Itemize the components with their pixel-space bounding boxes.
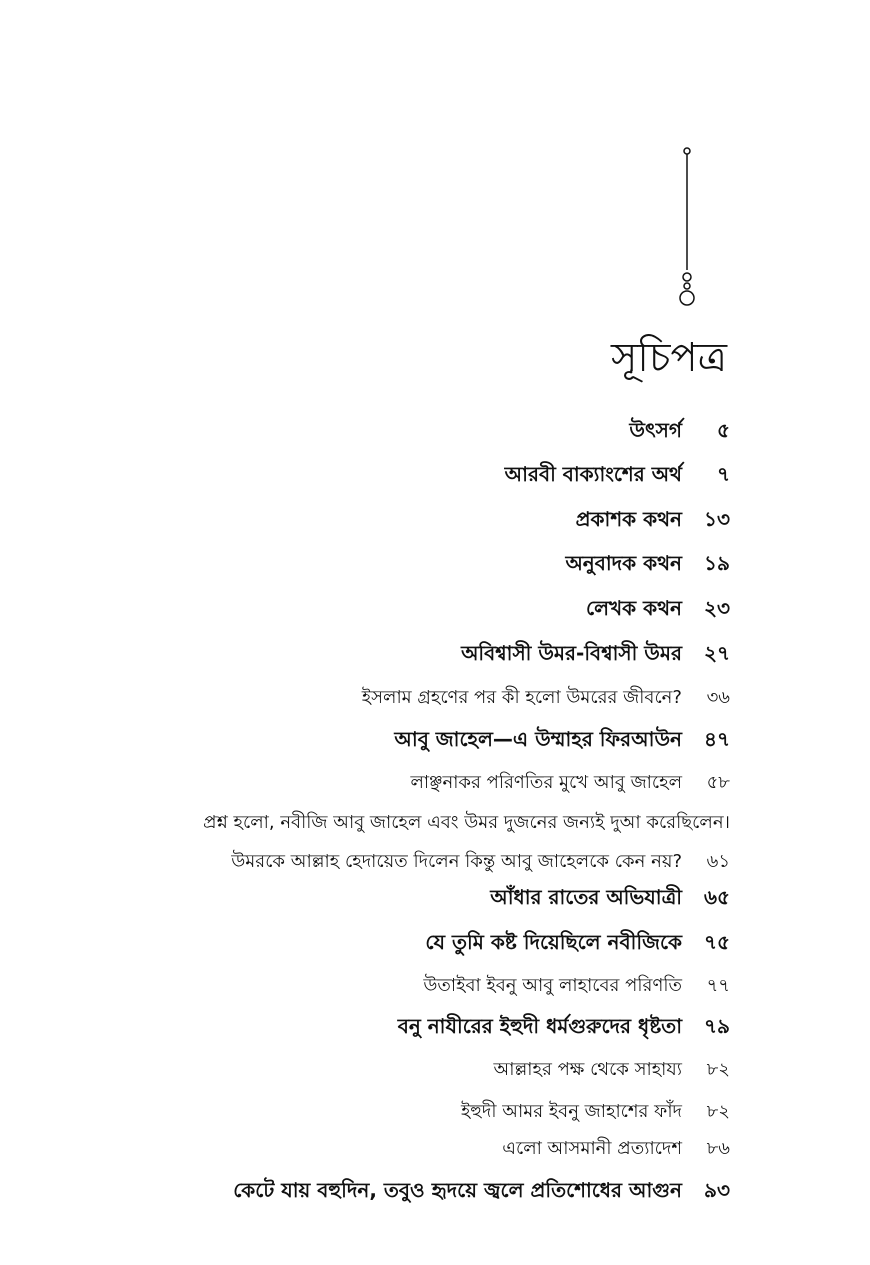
toc-entry-page: ৭৭	[706, 975, 730, 996]
page-title: সূচিপত্র	[611, 335, 727, 381]
toc-entry-title: যে তুমি কষ্ট দিয়েছিলে নবীজিকে	[425, 930, 682, 954]
toc-entry-page: ৭৫	[704, 930, 730, 954]
toc-entry[interactable]	[362, 683, 730, 714]
toc-entry-title: অনুবাদক কথন	[565, 551, 682, 575]
toc-entry-title: বনু নাযীরের ইহুদী ধর্মগুরুদের ধৃষ্টতা	[397, 1014, 682, 1038]
toc-entry-title: এলো আসমানী প্রত্যাদেশ	[502, 1138, 682, 1159]
toc-entry[interactable]	[629, 416, 730, 449]
toc-entry-title: ইসলাম গ্রহণের পর কী হলো উমরের জীবনে?	[361, 687, 682, 708]
toc-entry-title: লেখক কথন	[586, 596, 682, 620]
toc-entry-title: কেটে যায় বহুদিন, তবুও হৃদয়ে জ্বলে প্রতিশোধের আগুন	[233, 1178, 682, 1202]
toc-entry-title: প্রশ্ন হলো, নবীজি আবু জাহেল এবং উমর দুজনের জন্যই দুআ করেছিলেন।	[203, 812, 730, 833]
toc-entry-title: আল্লাহর পক্ষ থেকে সাহায্য	[493, 1059, 682, 1080]
toc-entry-title: প্রকাশক কথন	[575, 507, 682, 531]
toc-entry-page: ৮২	[706, 1059, 730, 1080]
toc-entry-page: ১৩	[704, 507, 730, 531]
toc-entry-page: ৯৩	[704, 1178, 730, 1202]
toc-entry-page: ৫	[717, 418, 730, 442]
toc-entry[interactable]	[490, 883, 730, 916]
toc-entry[interactable]	[565, 549, 730, 582]
toc-entry-title: আরবী বাক্যাংশের অর্থ	[504, 462, 682, 486]
toc-entry[interactable]	[410, 768, 730, 799]
toc-entry[interactable]	[394, 725, 730, 758]
toc-entry-title: ইহুদী আমর ইবনু জাহাশের ফাঁদ	[461, 1101, 682, 1122]
toc-entry[interactable]	[423, 971, 730, 1002]
toc-entry-title: অবিশ্বাসী উমর-বিশ্বাসী উমর	[461, 641, 682, 665]
toc-entry[interactable]	[461, 639, 730, 672]
toc-entry-page: ৭	[716, 462, 730, 486]
toc-entry-page: ৭৯	[704, 1014, 730, 1038]
toc-entry[interactable]	[502, 1134, 730, 1165]
toc-entry-page: ৬৫	[704, 885, 730, 909]
toc-entry-title: লাঞ্ছনাকর পরিণতির মুখে আবু জাহেল	[410, 772, 682, 793]
toc-entry[interactable]	[233, 1176, 730, 1209]
toc-entry-title: উৎসর্গ	[629, 418, 682, 442]
toc-entry[interactable]	[586, 594, 730, 627]
toc-entry-page: ১৯	[704, 551, 730, 575]
toc-entry-page: ৮৬	[706, 1138, 730, 1159]
toc-entry[interactable]	[493, 1055, 730, 1086]
toc-entry[interactable]	[398, 1012, 730, 1045]
toc-entry-page: ৩৬	[706, 687, 730, 708]
toc-entry[interactable]	[231, 847, 730, 878]
toc-entry[interactable]	[425, 928, 730, 961]
toc-entry[interactable]	[461, 1097, 730, 1128]
toc-entry-title: আবু জাহেল—এ উম্মাহর ফিরআউন	[394, 727, 682, 751]
toc-entry[interactable]	[576, 505, 730, 538]
toc-entry-page: ৫৮	[706, 772, 730, 793]
toc-entry-title: উতাইবা ইবনু আবু লাহাবের পরিণতি	[423, 975, 682, 996]
toc-entry-page: ৬১	[706, 851, 730, 872]
toc-entry-page: ২৭	[703, 641, 730, 665]
toc-entry[interactable]	[203, 808, 730, 839]
toc-entry-title: আঁধার রাতের অভিযাত্রী	[490, 885, 682, 909]
toc-entry-page: ৮২	[706, 1101, 730, 1122]
toc-entry-title: উমরকে আল্লাহ হেদায়েত দিলেন কিন্তু আবু জাহেলকে কেন নয়?	[231, 851, 682, 872]
toc-entry-page: ৪৭	[704, 727, 730, 751]
toc-entry[interactable]	[505, 460, 730, 493]
toc-entry-page: ২৩	[703, 596, 730, 620]
